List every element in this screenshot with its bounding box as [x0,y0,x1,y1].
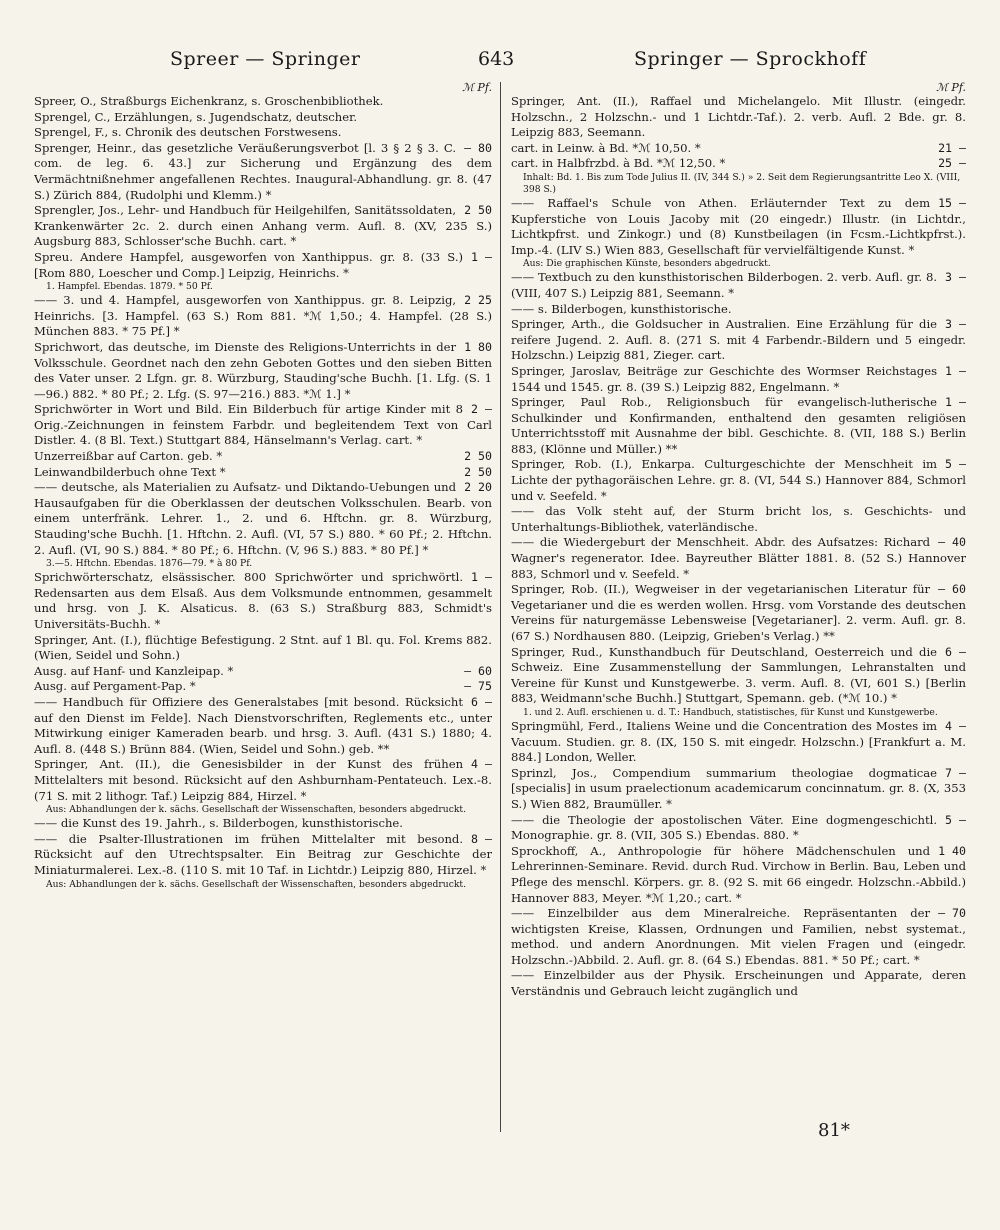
entry-note: 1. und 2. Aufl. erschienen u. d. T.: Handbuch, statistisches, für Kunst und Kunstgewerbe. [523,706,938,718]
entry-text: —— die Kunst des 19. Jahrh., s. Bilderbogen, kunsthistorische. [34,816,403,831]
entry-text: Ausg. auf Pergament-Pap. * [34,679,196,694]
entry-price: 7 — [945,765,966,780]
catalog-entry [34,125,492,141]
catalog-entry [511,535,966,582]
entry-price: 5 — [945,812,966,827]
entry-price: 8 — [471,831,492,846]
entry-price: 1 80 [464,339,492,354]
entry-price: 6 — [945,644,966,659]
catalog-entry [511,968,966,999]
running-head-right: Springer — Sprockhoff [634,48,867,70]
catalog-entry [34,449,492,465]
catalog-entry [34,757,492,804]
right-entries [511,94,966,1000]
catalog-entry [34,141,492,203]
entry-text: Sprockhoff, A., Anthropologie für höhere Mädchenschulen und Lehrerinnen-Seminare. Revid. durch Rud. Virchow in Berlin. Bau, Leben und Pflege des menschl. Körpers. gr. 8. (92 S. mit 66 eingedr. Holzschn.-Abbild.) Hannover 883, Meyer. *ℳ 1,20.; cart. * [511,843,966,905]
entry-text: —— das Volk steht auf, der Sturm bricht los, s. Geschichts- und Unterhaltungs-Bibliothek, vaterländische. [511,504,966,534]
entry-text: —— Textbuch zu den kunsthistorischen Bilderbogen. 2. verb. Aufl. gr. 8. (VIII, 407 S.) Leipzig 881, Seemann. * [511,270,938,300]
entry-text: —— die Wiedergeburt der Menschheit. Abdr. des Aufsatzes: Richard Wagner's regenerator. Idee. Bayreuther Blätter 1881. 8. (52 S.) Hannover 883, Schmorl und v. Seefeld. * [511,535,966,581]
entry-text: Springmühl, Ferd., Italiens Weine und die Concentration des Mostes im Vacuum. Studien. gr. 8. (IX, 150 S. mit eingedr. Holzschn.) [Frankfurt a. M. 884.] London, Weller. [511,718,966,765]
entry-price: — 70 [938,906,966,921]
catalog-entry [511,317,966,364]
entry-text: Springer, Ant. (II.), Raffael und Michelangelo. Mit Illustr. (eingedr. Holzschn., 2 Holzschn.- und 1 Lichtdr.-Taf.). 2. verb. Aufl. 2 Bde. gr. 8. Leipzig 883, Seemann. [511,94,966,140]
entry-text: Sprengel, F., s. Chronik des deutschen Forstwesens. [34,125,342,140]
entry-text: Sprenger, Heinr., das gesetzliche Veräußerungsverbot [l. 3 § 2 § 3. C. com. de leg. 6. 43.] zur Sicherung und Ergänzung des dem Vermächtnißnehmer angefallenen Rechtes. Inaugural-Abhandlung. gr. 8. (47 S.) Zürich 884, (Rudolphi und Klemm.) * [34,140,492,202]
entry-text: Springer, Paul Rob., Religionsbuch für evangelisch-lutherische Schulkinder und Konfirmanden, enthaltend den gesamten religiösen Unterrichtsstoff mit Ausnahme der bibl. Geschichte. 8. (VII, 188 S.) Berlin 883, (Klönne und Müller.) ** [511,395,966,456]
entry-text: Springer, Rob. (I.), Enkarpa. Culturgeschichte der Menschheit im Lichte der pythagoräischen Lehre. gr. 8. (VI, 544 S.) Hannover 884, Schmorl und v. Seefeld. * [511,457,966,503]
catalog-entry [511,766,966,813]
entry-price: 2 50 [464,449,492,464]
catalog-entry [511,364,966,395]
entry-text: Sprinzl, Jos., Compendium summarium theologiae dogmaticae [specialis] in usum praelectionum academicarum concinnatum. gr. 8. (X, 353 S.) Wien 882, Braumüller. * [511,765,966,811]
running-head [30,42,975,82]
left-entries [34,94,492,891]
entry-note: 1. Hampfel. Ebendas. 1879. * 50 Pf. [46,281,213,293]
catalog-entry [34,633,492,664]
currency-label-right: ℳ Pf. [936,81,966,94]
entry-text: Sprengler, Jos., Lehr- und Handbuch für Heilgehilfen, Sanitätssoldaten, Krankenwärter 2c. 2. durch einen Anhang verm. Aufl. 8. (XV, 235 S.) Augsburg 883, Schlosser'sche Buchh. cart. * [34,203,492,249]
entry-price: 3 — [945,270,966,285]
entry-text: Ausg. auf Hanf- und Kanzleipap. * [34,663,234,678]
catalog-entry [34,465,492,481]
entry-text: Springer, Jaroslav, Beiträge zur Geschichte des Wormser Reichstages 1544 und 1545. gr. 8. (39 S.) Leipzig 882, Engelmann. * [511,363,938,394]
entry-text: Springer, Rud., Kunsthandbuch für Deutschland, Oesterreich und die Schweiz. Eine Zusammenstellung der Sammlungen, Lehranstalten und Vereine für Kunst und Kunstgewerbe. 3. verm. Aufl. 8. (VI, 601 S.) [Berlin 883, Weidmann'sche Buchh.] Stuttgart, Spemann. geb. (*ℳ 10.) * [511,644,966,706]
catalog-entry [511,94,966,141]
entry-price: 2 20 [464,480,492,495]
page-number: 643 [478,48,515,70]
entry-text: —— Einzelbilder aus der Physik. Erscheinungen und Apparate, deren Verständnis und Gebrauch leicht zugänglich und [511,968,966,999]
entry-price: 21 — [938,140,966,155]
catalog-entry [34,816,492,832]
catalog-entry [34,203,492,250]
entry-price: 3 — [945,317,966,332]
catalog-entry [34,664,492,680]
entry-text: Sprichwort, das deutsche, im Dienste des Religions-Unterrichts in der Volksschule. Geordnet nach den zehn Geboten Gottes und den sieben Bitten des Vater unser. 2 Lfgn. gr. 8. Würzburg, Stauding'sche Buchh. [1. Lfg. (S. 1—96.) 882. * 80 Pf.; 2. Lfg. (S. 97—216.) 883. *ℳ 1.] * [34,339,492,401]
entry-text: —— deutsche, als Materialien zu Aufsatz- und Diktando-Uebungen und Hausaufgaben für die Oberklassen der deutschen Volksschulen. Bearb. von einem unterfränk. Lehrer. 1., 2. und 6. Hftchn. gr. 8. Würzburg, Stauding'sche Buchh. [1. Hftchn. 2. Aufl. (VI, 57 S.) 880. * 60 Pf.; 2. Hftchn. 2. Aufl. (VI, 90 S.) 884. * 80 Pf.; 6. Hftchn. (V, 96 S.) 883. * 80 Pf.] * [34,480,492,557]
entry-text: —— die Theologie der apostolischen Väter. Eine dogmengeschichtl. Monographie. gr. 8. (VII, 305 S.) Ebendas. 880. * [511,812,938,843]
entry-price: — 60 [938,582,966,597]
entry-text: Leinwandbilderbuch ohne Text * [34,464,226,479]
catalog-entry [511,844,966,906]
left-column [34,80,492,1140]
entry-text: Sprengel, C., Erzählungen, s. Jugendschatz, deutscher. [34,109,358,124]
entry-price: 1 — [471,249,492,264]
entry-price: 6 — [471,694,492,709]
catalog-entry [511,504,966,535]
entry-price: 2 50 [464,203,492,218]
catalog-entry [34,695,492,757]
catalog-entry [34,293,492,340]
entry-price: 1 40 [938,843,966,858]
entry-text: —— 3. und 4. Hampfel, ausgeworfen von Xanthippus. gr. 8. Leipzig, Heinrichs. [3. Hampfel. (63 S.) Rom 881. *ℳ 1,50.; 4. Hampfel. (28 S.) München 883. * 75 Pf.] * [34,293,492,339]
signature-mark: 81* [818,1120,850,1141]
catalog-entry [511,906,966,968]
catalog-entry [34,570,492,632]
entry-text: Sprichwörter in Wort und Bild. Ein Bilderbuch für artige Kinder mit 8 Orig.-Zeichnungen in feinstem Farbdr. und begleitendem Text von Carl Distler. 4. (8 Bl. Text.) Stuttgart 884, Hänselmann's Verlag. cart. * [34,402,492,448]
catalog-entry [34,402,492,449]
catalog-entry [34,110,492,126]
catalog-entry [511,582,966,644]
entry-price: 25 — [938,156,966,171]
entry-note: Aus: Abhandlungen der k. sächs. Gesellschaft der Wissenschaften, besonders abgedruckt. [46,804,467,816]
entry-text: Spreer, O., Straßburgs Eichenkranz, s. Groschenbibliothek. [34,94,384,108]
entry-note: Inhalt: Bd. 1. Bis zum Tode Julius II. (IV, 344 S.) » 2. Seit dem Regierungsantritte Leo X. (VIII, 398 S.) [523,171,961,195]
catalog-entry [34,480,492,558]
entry-price: 2 50 [464,464,492,479]
entry-text: Spreu. Andere Hampfel, ausgeworfen von Xanthippus. gr. 8. (33 S.) [Rom 880, Loescher und Comp.] Leipzig, Heinrichs. * [34,249,464,280]
entry-price: 2 25 [464,293,492,308]
catalog-entry [511,395,966,457]
entry-text: Springer, Rob. (II.), Wegweiser in der vegetarianischen Literatur für Vegetarianer und die es werden wollen. Hrsg. vom Vorstande des deutschen Vereins für naturgemässe Lebensweise [Vegetarianer]. 2. verm. Aufl. gr. 8. (67 S.) Nordhausen 880. (Leipzig, Grieben's Verlag.) ** [511,582,966,643]
catalog-entry [511,719,966,766]
catalog-entry [34,679,492,695]
catalog-entry [511,196,966,258]
catalog-entry [34,94,492,110]
entry-note: Aus: Die graphischen Künste, besonders abgedruckt. [523,258,771,270]
entry-text: Springer, Ant. (I.), flüchtige Befestigung. 2 Stnt. auf 1 Bl. qu. Fol. Krems 882. (Wien, Seidel und Sohn.) [34,632,492,663]
entry-text: —— Raffael's Schule von Athen. Erläuternder Text zu dem Kupferstiche von Louis Jacoby mit (20 eingedr.) Illustr. (in Lichtdr., Lichtkpfrst. und Zinkogr.) und (8) Kunstbeilagen (in Fcsm.-Lichtkpfrst.). Imp.-4. (LIV S.) Wien 883, Gesellschaft für vervielfältigende Kunst. * [511,195,966,257]
catalog-entry [511,645,966,707]
entry-text: —— die Psalter-Illustrationen im frühen Mittelalter mit besond. Rücksicht auf den Utrechtspsalter. Ein Beitrag zur Geschichte der Miniaturmalerei. Lex.-8. (110 S. mit 10 Taf. in Lichtdr.) Leipzig 880, Hirzel. * [34,831,492,877]
entry-price: — 80 [464,140,492,155]
entry-note: Aus: Abhandlungen der k. sächs. Gesellschaft der Wissenschaften, besonders abgedruckt. [46,878,467,890]
entry-text: —— Handbuch für Offiziere des Generalstabes [mit besond. Rücksicht auf den Dienst im Felde]. Nach Dienstvorschriften, Reglements etc., unter Mitwirkung einiger Kameraden bearb. und hrsg. 3. Aufl. (431 S.) 1880; 4. Aufl. 8. (448 S.) Brünn 884. (Wien, Seidel und Sohn.) geb. ** [34,694,492,756]
catalog-entry [34,832,492,879]
entry-text: Sprichwörterschatz, elsässischer. 800 Sprichwörter und sprichwörtl. Redensarten aus dem Elsaß. Aus dem Volksmunde entnommen, gesammelt und hrsg. von J. K. Alsaticus. 8. (63 S.) Straßburg 883, Schmidt's Universitäts-Buchh. * [34,570,492,631]
entry-price: — 40 [938,535,966,550]
catalog-entry [511,156,966,172]
entry-text: Springer, Arth., die Goldsucher in Australien. Eine Erzählung für die reifere Jugend. 2. Aufl. 8. (271 S. mit 4 Farbendr.-Bildern und 5 eingedr. Holzschn.) Leipzig 881, Zieger. cart. [511,317,966,363]
column-divider [500,82,501,1132]
entry-price: 5 — [945,457,966,472]
entry-text: —— s. Bilderbogen, kunsthistorische. [511,301,732,316]
catalog-entry [34,250,492,281]
entry-price: — 60 [464,663,492,678]
catalog-entry [511,270,966,301]
entry-price: 2 — [471,402,492,417]
entry-price: — 75 [464,679,492,694]
entry-text: —— Einzelbilder aus dem Mineralreiche. Repräsentanten der wichtigsten Kreise, Klassen, Ordnungen und Familien, nebst systemat., method. und andern Anordnungen. Mit vielen Fragen und (eingedr. Holzschn.-)Abbild. 2. Aufl. gr. 8. (64 S.) Ebendas. 881. * 50 Pf.; cart. * [511,906,966,967]
entry-price: 1 — [471,570,492,585]
catalog-entry [511,813,966,844]
right-column [511,80,966,1140]
entry-price: 4 — [471,757,492,772]
entry-text: cart. in Leinw. à Bd. *ℳ 10,50. * [511,140,701,155]
entry-price: 1 — [945,395,966,410]
currency-label-left: ℳ Pf. [462,81,492,94]
entry-price: 15 — [938,195,966,210]
entry-price: 4 — [945,718,966,733]
catalog-entry [511,141,966,157]
running-head-left: Spreer — Springer [170,48,361,70]
entry-note: 3.—5. Hftchn. Ebendas. 1876—79. * à 80 Pf. [46,558,253,570]
catalog-entry [511,457,966,504]
catalog-entry [511,302,966,318]
entry-text: cart. in Halbfrzbd. à Bd. *ℳ 12,50. * [511,156,726,171]
entry-price: 1 — [945,363,966,378]
entry-text: Springer, Ant. (II.), die Genesisbilder in der Kunst des frühen Mittelalters mit besond. Rücksicht auf den Ashburnham-Pentateuch. Lex.-8. (71 S. mit 2 lithogr. Taf.) Leipzig 884, Hirzel. * [34,757,492,803]
entry-text: Unzerreißbar auf Carton. geb. * [34,449,223,464]
catalog-entry [34,340,492,402]
